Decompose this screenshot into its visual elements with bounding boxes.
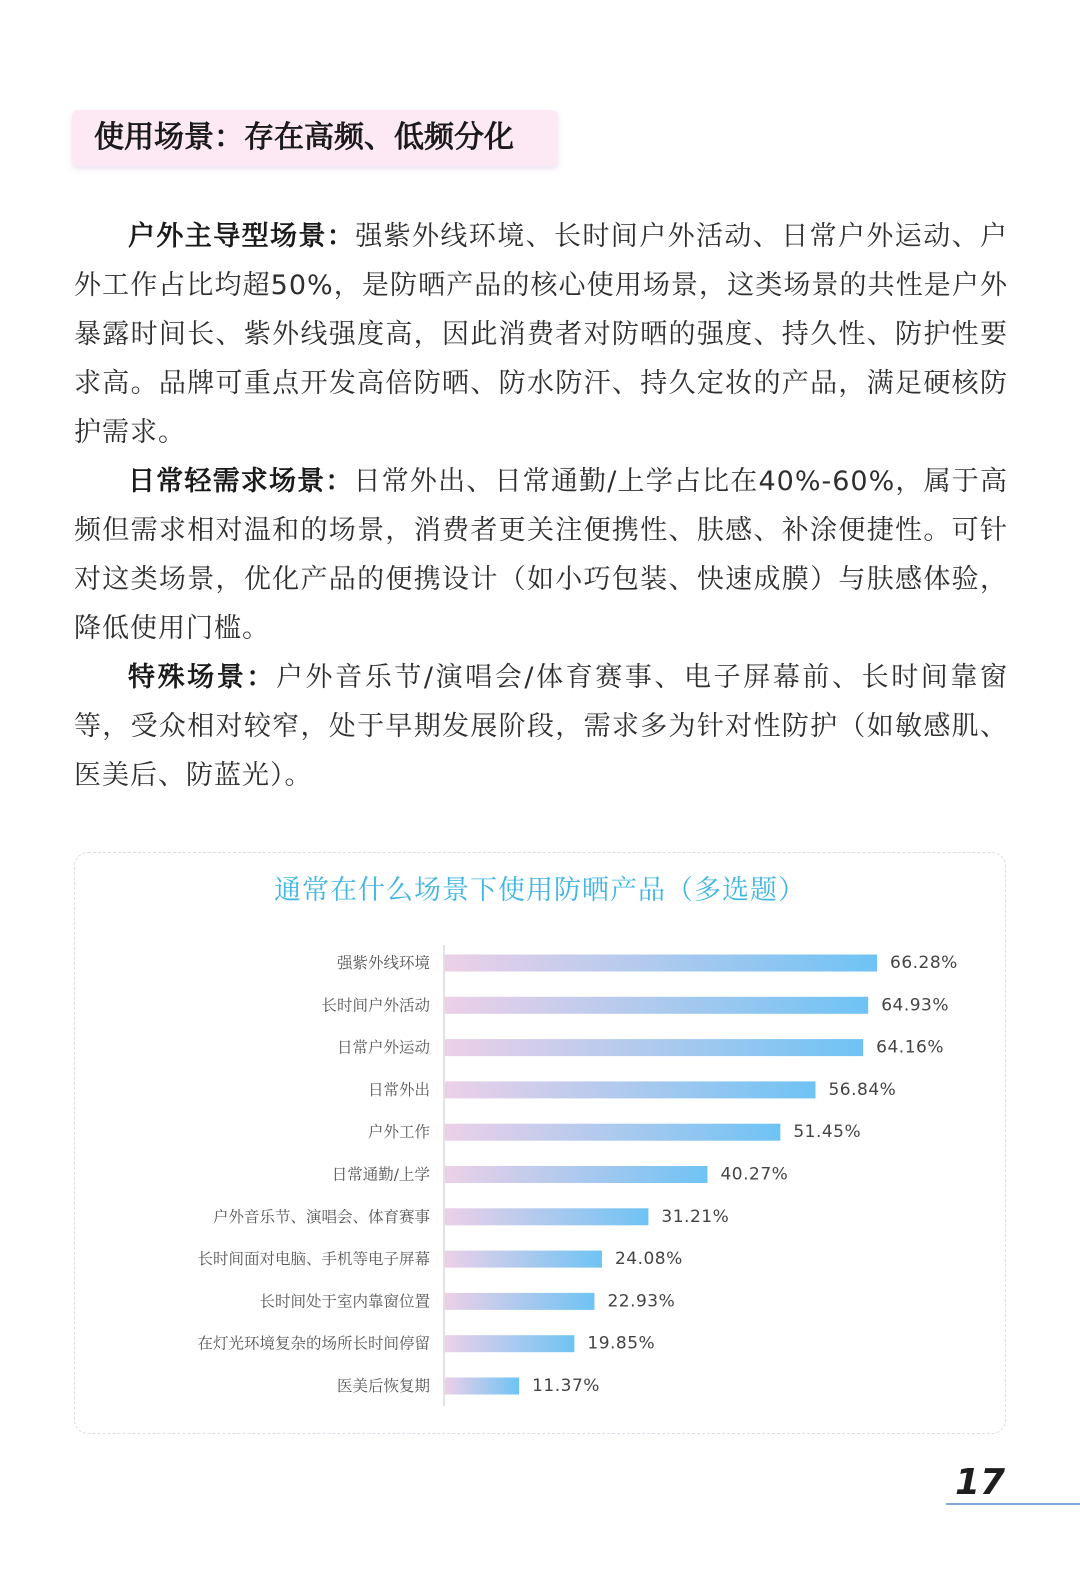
value-label: 19.85%	[587, 1333, 656, 1354]
bar	[445, 1293, 594, 1310]
paragraph-daily	[74, 457, 1008, 653]
category-label: 户外音乐节、演唱会、体育赛事	[212, 1207, 430, 1226]
bar	[445, 1208, 648, 1225]
category-label: 日常通勤/上学	[331, 1165, 430, 1184]
bar	[445, 1039, 863, 1056]
page-number: 17	[954, 1462, 1006, 1503]
category-label: 长时间处于室内靠窗位置	[259, 1292, 430, 1311]
bar	[445, 1081, 815, 1098]
page-number-rule	[946, 1503, 1080, 1505]
value-label: 31.21%	[661, 1206, 730, 1227]
category-label: 长时间面对电脑、手机等电子屏幕	[197, 1250, 430, 1269]
value-label: 56.84%	[828, 1079, 897, 1100]
category-label: 日常外出	[367, 1080, 430, 1099]
bar	[445, 955, 877, 972]
paragraph-body: 日常外出、日常通勤/上学占比在40%-60%，属于高频但需求相对温和的场景，消费者更关注便携性、肤感、补涂便捷性。可针对这类场景，优化产品的便携设计（如小巧包装、快速成膜）与肤感体验，降低使用门槛。	[74, 466, 1008, 644]
value-label: 64.16%	[876, 1037, 945, 1058]
category-label: 强紫外线环境	[336, 954, 430, 972]
bar	[445, 997, 868, 1014]
bar	[445, 1166, 707, 1183]
value-label: 22.93%	[607, 1291, 676, 1312]
category-label: 医美后恢复期	[336, 1377, 430, 1395]
value-label: 51.45%	[793, 1122, 862, 1143]
value-label: 11.37%	[532, 1376, 600, 1396]
category-label: 日常户外运动	[336, 1038, 430, 1057]
paragraph-body: 户外音乐节/演唱会/体育赛事、电子屏幕前、长时间靠窗等，受众相对较窄，处于早期发展阶段，需求多为针对性防护（如敏感肌、医美后、防蓝光）。	[74, 662, 1008, 791]
paragraph-outdoor	[74, 212, 1008, 457]
bar	[445, 1251, 602, 1268]
paragraph-special	[74, 653, 1008, 800]
section-title: 使用场景：存在高频、低频分化	[72, 110, 558, 166]
paragraph-body: 强紫外线环境、长时间户外活动、日常户外运动、户外工作占比均超50%，是防晒产品的核心使用场景，这类场景的共性是户外暴露时间长、紫外线强度高，因此消费者对防晒的强度、持久性、防护性要求高。品牌可重点开发高倍防晒、防水防汗、持久定妆的产品，满足硬核防护需求。	[74, 221, 1009, 448]
chart-title: 通常在什么场景下使用防晒产品（多选题）	[274, 875, 806, 906]
paragraph-lead: 户外主导型场景：	[128, 221, 356, 252]
value-label: 66.28%	[890, 953, 958, 973]
bar	[445, 1378, 519, 1395]
category-label: 在灯光环境复杂的场所长时间停留	[197, 1334, 430, 1353]
paragraph-lead: 日常轻需求场景：	[128, 466, 354, 497]
bar	[445, 1335, 574, 1352]
body-text	[74, 212, 1008, 800]
paragraph-lead: 特殊场景：	[128, 662, 276, 693]
bar	[445, 1124, 780, 1141]
bar-chart	[0, 930, 1080, 1420]
category-label: 长时间户外活动	[321, 996, 430, 1015]
value-label: 24.08%	[614, 1249, 683, 1270]
category-label: 户外工作	[367, 1123, 430, 1142]
value-label: 64.93%	[881, 995, 950, 1016]
value-label: 40.27%	[720, 1164, 789, 1185]
